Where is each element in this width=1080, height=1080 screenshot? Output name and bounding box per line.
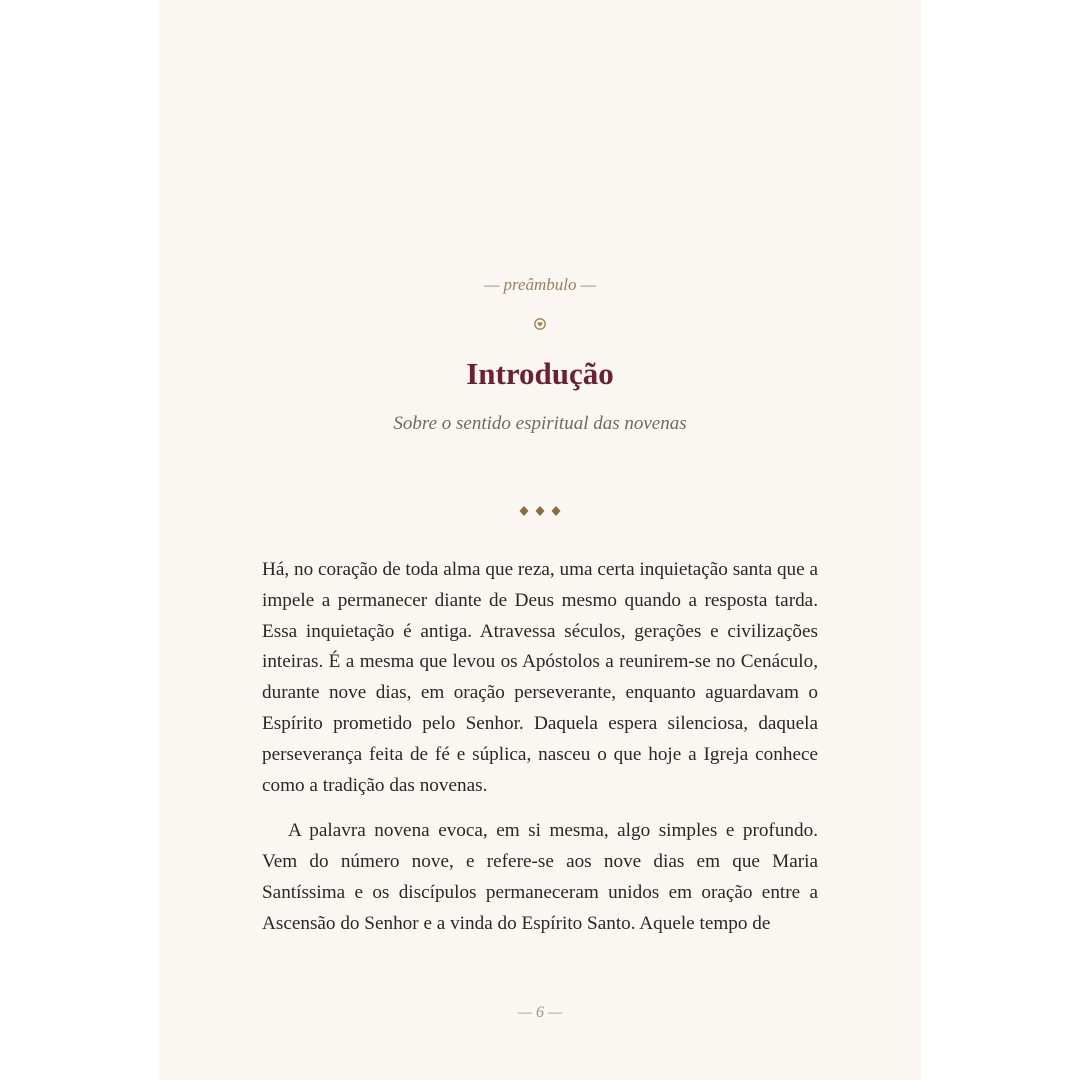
paragraph: Há, no coração de toda alma que reza, uma certa inquietação santa que a impele a permanecer diante de Deus mesmo quando a resposta tarda. Essa inquietação é antiga. Atravessa séculos, gerações e civilizações inteiras. É a mesma que levou os Apóstolos a reunirem-se no Cenáculo, durante nove dias, em oração perseverante, enquanto aguardavam o Espírito prometido pelo Senhor. Daquela espera silenciosa, daquela perseverança feita de fé e súplica, nasceu o que hoje a Igreja conhece como a tradição das novenas. [262,559,818,796]
page-subtitle: Sobre o sentido espiritual das novenas [393,413,687,434]
page-title: Introdução [466,356,614,391]
paragraph: A palavra novena evoca, em si mesma, algo simples e profundo. Vem do número nove, e refere-se aos nove dias em que Maria Santíssima e os discípulos permaneceram unidos em oração entre a Ascensão do Senhor e a vinda do Espírito Santo. Aquele tempo de [262,820,818,934]
three-diamonds-icon [517,504,563,518]
swirl-heart-icon [533,317,547,331]
page-number: — 6 — [517,1004,563,1021]
book-page [159,0,921,1080]
body-text [262,555,818,940]
section-kicker: — preâmbulo — [484,275,596,294]
